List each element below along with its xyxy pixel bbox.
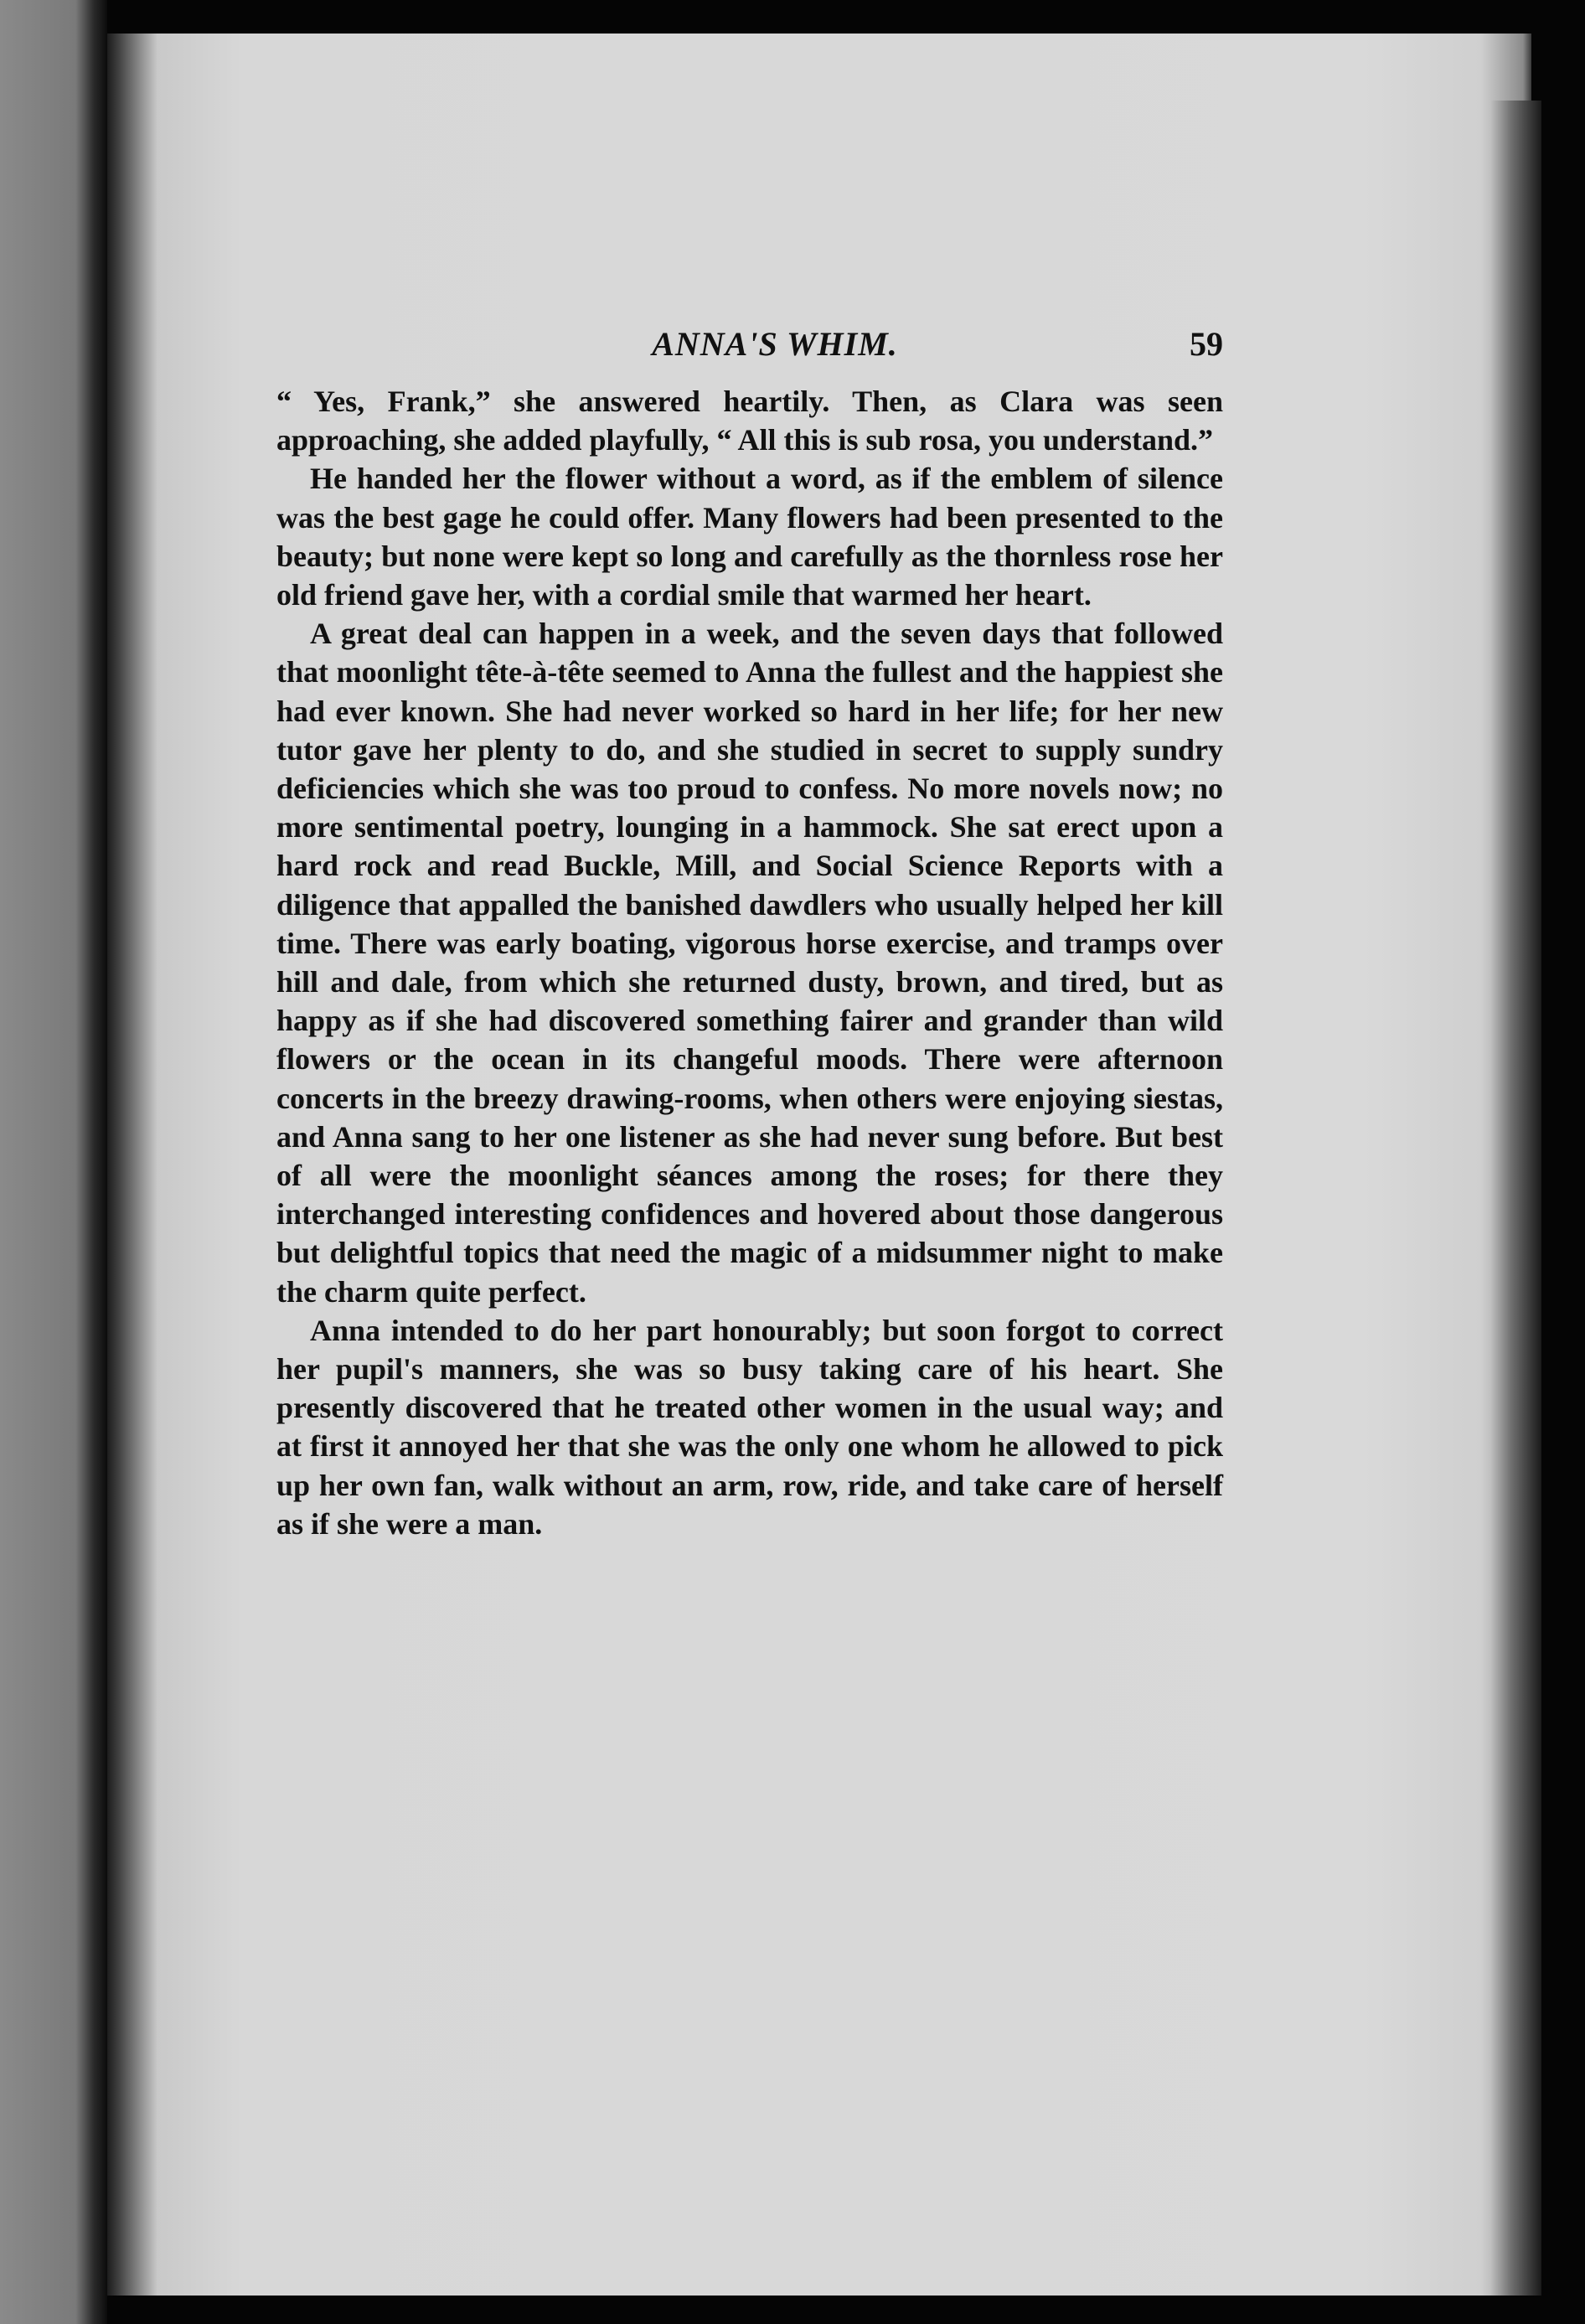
running-head — [276, 325, 1223, 382]
page-right-edge-shadow — [1491, 101, 1541, 2296]
binding-edge — [0, 0, 107, 2324]
paragraph-4: Anna intended to do her part honourably; but soon forgot to correct her pupil's manners, she was so busy taking care of his heart. She presently discovered that he treated other women in the usual way; and at first it annoyed her that she was the only one whom he allowed to pick up her own fan, walk without an arm, row, ride, and take care of herself as if she were a man. — [276, 1313, 1223, 1541]
paragraph-1: “ Yes, Frank,” she answered heartily. Then, as Clara was seen approaching, she added playfully, “ All this is sub rosa, you understand.” — [276, 385, 1223, 457]
running-title: ANNA'S WHIM. — [652, 325, 898, 363]
page-number: 59 — [1190, 325, 1223, 363]
paragraph-3: A great deal can happen in a week, and the seven days that followed that moonlight tête-à-tête seemed to Anna the fullest and the happiest she had ever known. She had never worked so hard in her life; for her new tutor gave her plenty to do, and she studied in secret to supply sundry deficiencies which she was too proud to confess. No more novels now; no more sentimental poetry, lounging in a hammock. She sat erect upon a hard rock and read Buckle, Mill, and Social Science Reports with a diligence that appalled the banished dawdlers who usually helped her kill time. There was early boating, vigorous horse exercise, and tramps over hill and dale, from which she returned dusty, brown, and tired, but as happy as if she had discovered something fairer and grander than wild flowers or the ocean in its changeful moods. There were afternoon concerts in the breezy drawing-rooms, when others were enjoying siestas, and Anna sang to her one listener as she had never sung before. But best of all were the moonlight séances among the roses; for there they interchanged interesting confidences and hovered about those dangerous but delightful topics that need the magic of a midsummer night to make the charm quite perfect. — [276, 617, 1223, 1309]
page-text — [276, 325, 1223, 1543]
paragraph-2: He handed her the flower without a word, as if the emblem of silence was the best gage he could offer. Many flowers had been presented to the beauty; but none were kept so long and carefully as the thornless rose her old friend gave her, with a cordial smile that warmed her heart. — [276, 462, 1223, 612]
